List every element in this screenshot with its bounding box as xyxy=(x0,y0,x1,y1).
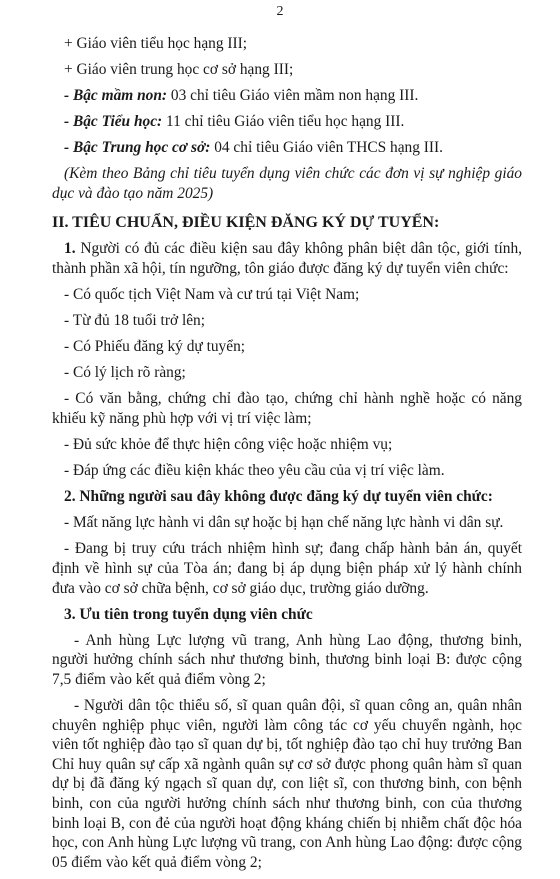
page-number: 2 xyxy=(276,4,284,19)
condition-item: - Từ đủ 18 tuổi trở lên; xyxy=(64,312,206,330)
condition-item: - Có lý lịch rõ ràng; xyxy=(64,364,186,382)
level-quota xyxy=(52,138,522,158)
exclusion-item: - Đang bị truy cứu trách nhiệm hình sự; đang chấp hành bản án, quyết định về hình sự của Tòa án; đang bị áp dụng biện pháp xử lý hành chính đưa vào cơ sở chữa bệnh, cơ sở giáo dục, trường giáo dưỡng. xyxy=(52,540,522,597)
list-item: + Giáo viên tiểu học hạng III; xyxy=(64,35,248,52)
level-label: - Bậc Tiểu học: xyxy=(64,113,163,131)
item-number: 1. xyxy=(64,240,76,258)
subsection-heading: 3. Ưu tiên trong tuyển dụng viên chức xyxy=(64,605,313,623)
condition-item: - Có văn bằng, chứng chỉ đào tạo, chứng chỉ hành nghề hoặc có năng khiếu kỹ năng phù hợp với vị trí việc làm; xyxy=(52,390,522,427)
priority-item: - Anh hùng Lực lượng vũ trang, Anh hùng Lao động, thương binh, người hưởng chính sách như thương binh, thương binh loại B: được cộng 7,5 điểm vào kết quả điểm vòng 2; xyxy=(52,631,522,688)
condition-item: - Có quốc tịch Việt Nam và cư trú tại Việt Nam; xyxy=(64,285,360,303)
condition-item: - Đủ sức khỏe để thực hiện công việc hoặc nhiệm vụ; xyxy=(64,436,393,453)
level-text: 11 chỉ tiêu Giáo viên tiểu học hạng III. xyxy=(162,113,405,131)
condition-item: - Đáp ứng các điều kiện khác theo yêu cầu của vị trí việc làm. xyxy=(64,462,445,480)
level-quota xyxy=(52,86,522,106)
level-text: 04 chỉ tiêu Giáo viên THCS hạng III. xyxy=(210,139,444,157)
paragraph-text: Người có đủ các điều kiện sau đây không phân biệt dân tộc, giới tính, thành phần xã hội, tín ngưỡng, tôn giáo được đăng ký dự tuyển viên chức: xyxy=(52,240,522,277)
level-quota xyxy=(52,112,522,132)
condition-item: - Có Phiếu đăng ký dự tuyển; xyxy=(64,338,246,356)
section-heading: II. TIÊU CHUẨN, ĐIỀU KIỆN ĐĂNG KÝ DỰ TUYỂN: xyxy=(52,213,440,231)
level-label: - Bậc Trung học cơ sở: xyxy=(64,139,211,157)
paragraph xyxy=(52,239,522,278)
attachment-note: (Kèm theo Bảng chỉ tiêu tuyển dụng viên chức các đơn vị sự nghiệp giáo dục và đào tạo năm 2025) xyxy=(52,165,522,203)
subsection-heading: 2. Những người sau đây không được đăng ký dự tuyển viên chức: xyxy=(64,488,493,506)
level-label: - Bậc mầm non: xyxy=(64,87,168,105)
list-item: + Giáo viên trung học cơ sở hạng III; xyxy=(64,61,294,79)
document-body xyxy=(52,34,522,879)
priority-item: - Người dân tộc thiểu số, sĩ quan quân đội, sĩ quan công an, quân nhân chuyên nghiệp phục viên, người làm công tác cơ yếu chuyển ngành, học viên tốt nghiệp đào tạo sĩ quan dự bị, tốt nghiệp đào tạo chỉ huy trưởng Ban Chỉ huy quân sự cấp xã ngành quân sự cơ sở được phong quân hàm sĩ quan dự bị đã đăng ký ngạch sĩ quan dự, con liệt sĩ, con thương binh, con bệnh binh, con của người hưởng chính sách như thương binh, con của thương binh loại B, con đẻ của người hoạt động kháng chiến bị nhiễm chất độc hóa học, con Anh hùng Lực lượng vũ trang, con Anh hùng Lao động: được cộng 05 điểm vào kết quả điểm vòng 2; xyxy=(52,697,522,871)
level-text: 03 chỉ tiêu Giáo viên mầm non hạng III. xyxy=(167,87,419,105)
exclusion-item: - Mất năng lực hành vi dân sự hoặc bị hạn chế năng lực hành vi dân sự. xyxy=(64,514,504,532)
